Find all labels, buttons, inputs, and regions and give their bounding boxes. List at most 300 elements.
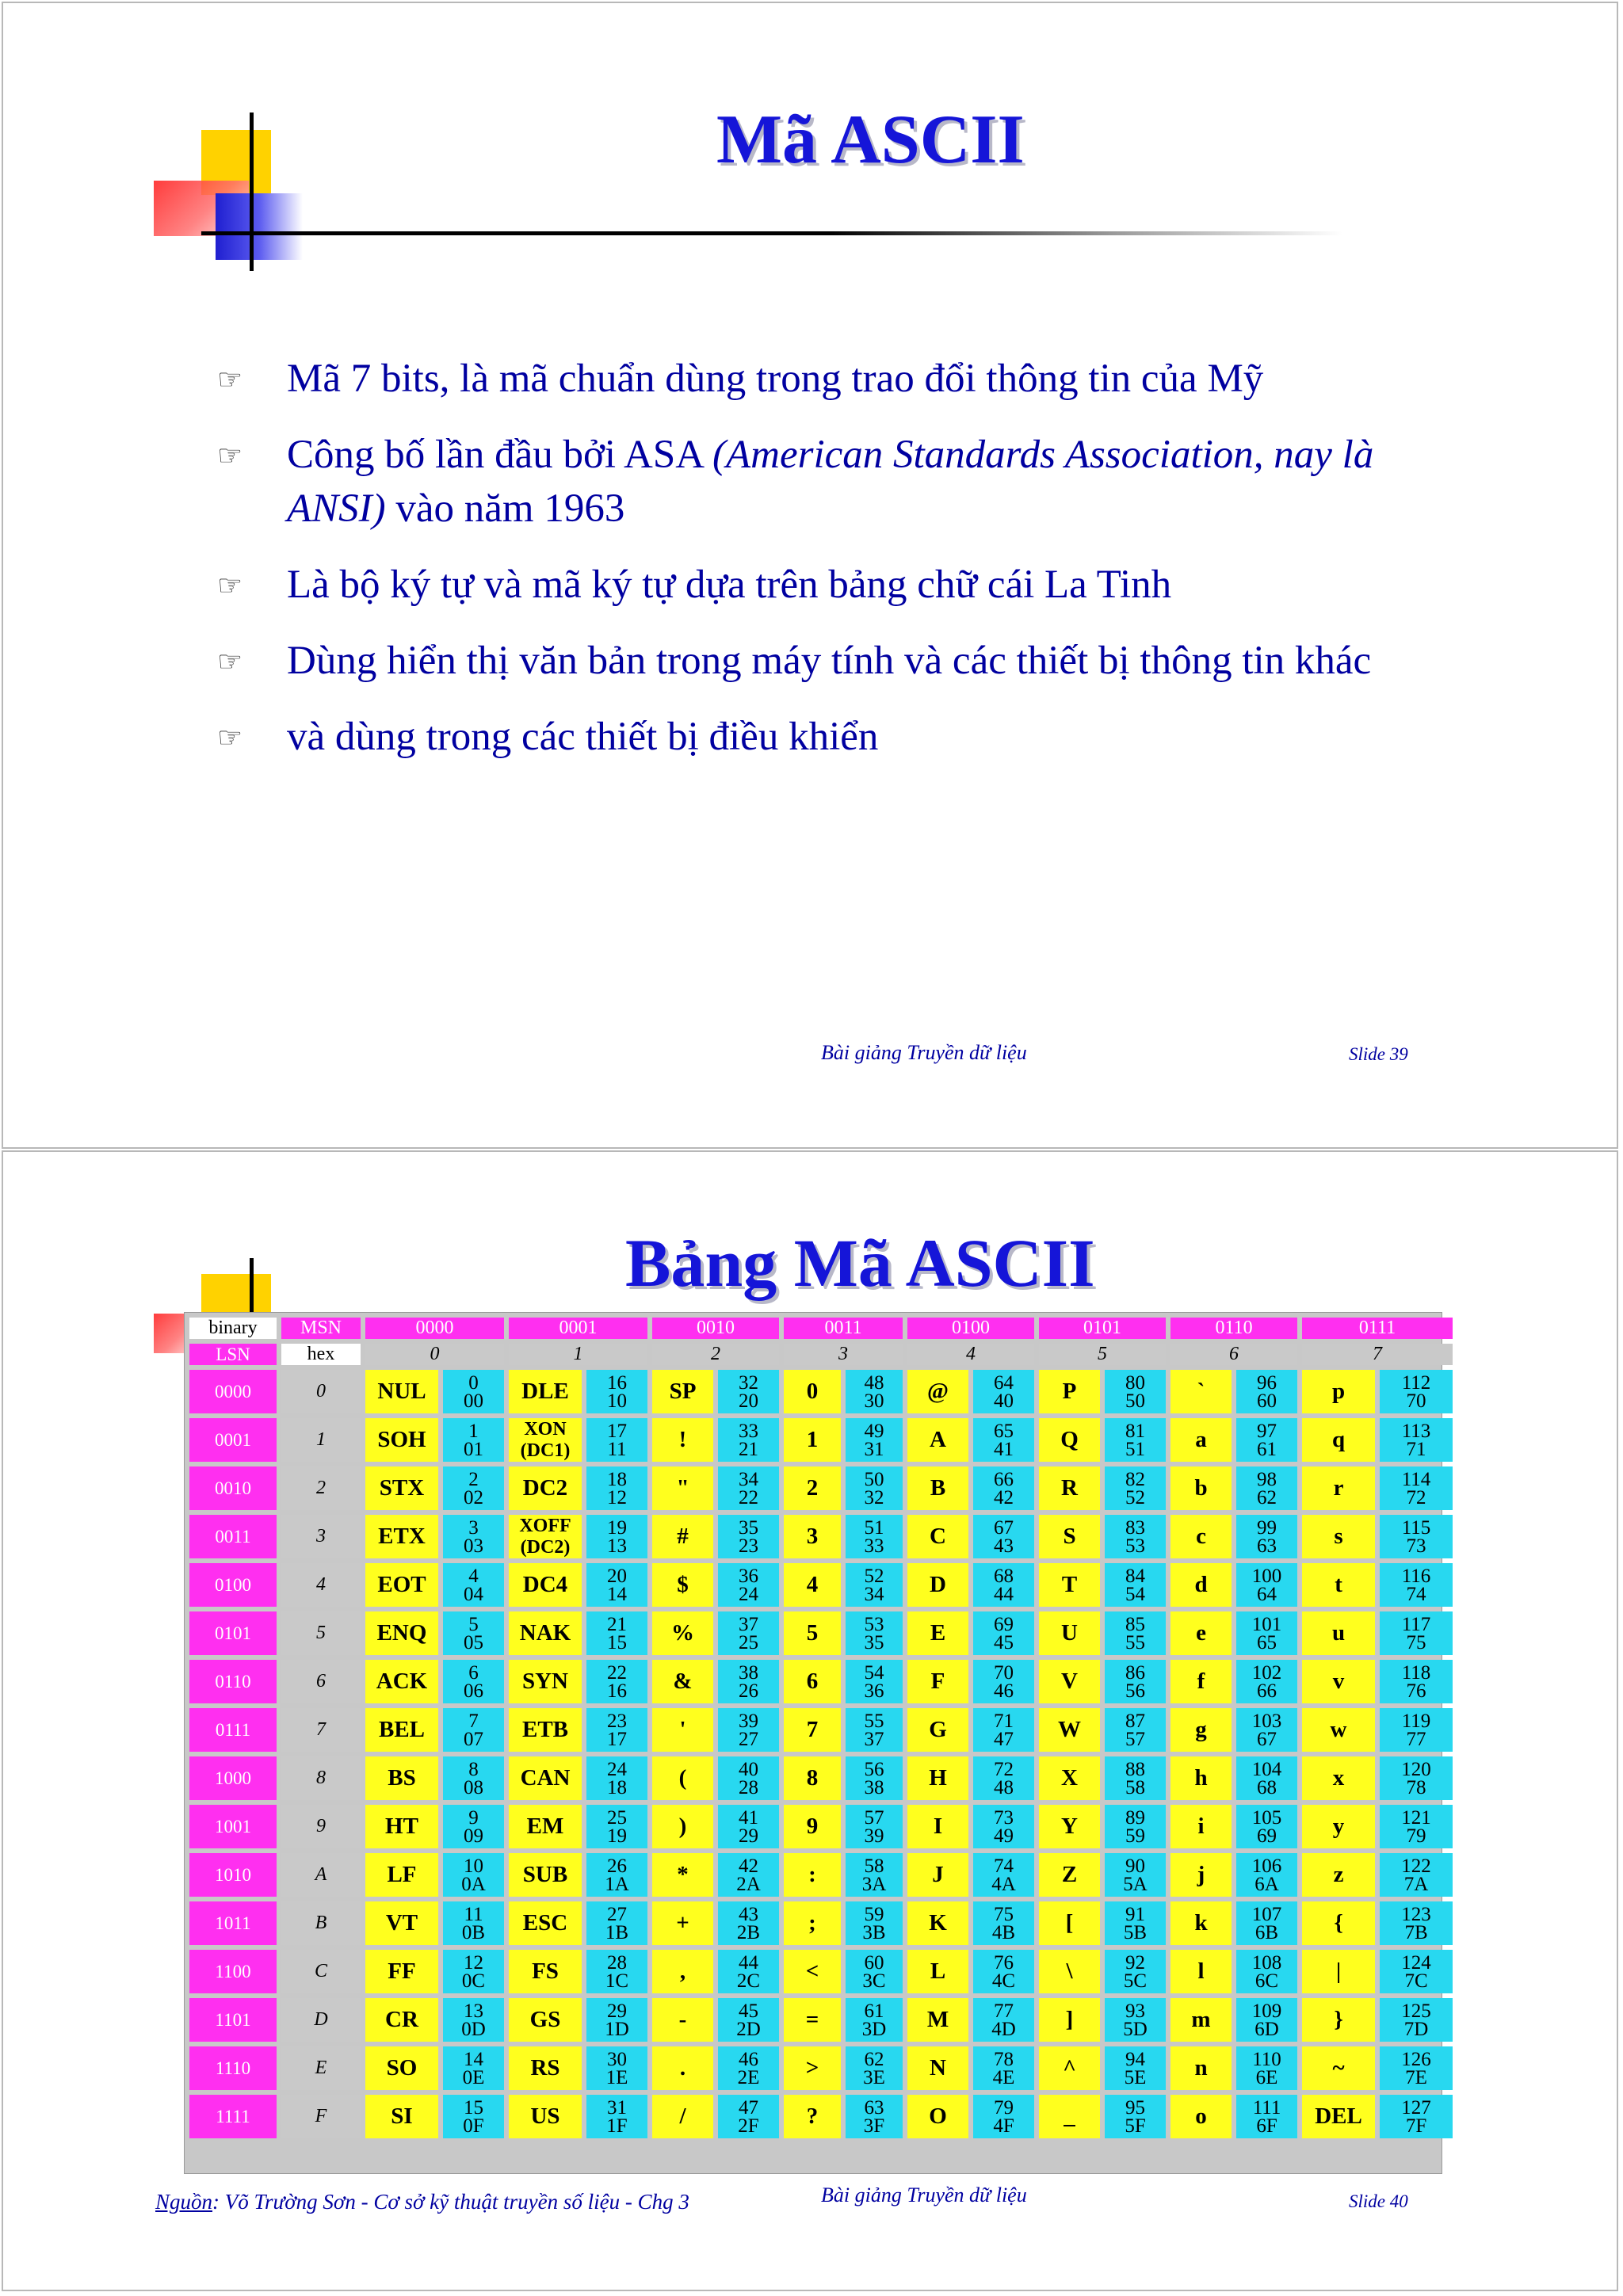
decimal-code: 118 xyxy=(1401,1661,1431,1684)
bullet-item: ☞ và dùng trong các thiết bị điều khiển xyxy=(217,710,1453,764)
char-cell: w xyxy=(1302,1708,1375,1752)
hex-code: 40 xyxy=(994,1390,1014,1412)
char-cell: C xyxy=(907,1515,968,1558)
lsn-hex-cell: C xyxy=(281,1950,361,1993)
pointing-hand-icon: ☞ xyxy=(217,570,243,602)
code-cell xyxy=(718,1950,779,1993)
code-cell xyxy=(1236,1901,1297,1945)
hex-code: 0C xyxy=(461,1970,486,1992)
footer-course: Bài giảng Truyền dữ liệu xyxy=(821,2183,1027,2206)
hex-code: 68 xyxy=(1257,1776,1277,1798)
hex-code: 6D xyxy=(1254,2018,1279,2040)
lsn-hex-cell: 3 xyxy=(281,1515,361,1558)
decimal-code: 76 xyxy=(994,1951,1014,1974)
hex-code: 10 xyxy=(607,1390,627,1412)
char-cell: r xyxy=(1302,1466,1375,1510)
hex-code: 1B xyxy=(605,1921,629,1943)
decimal-code: 110 xyxy=(1252,2048,1281,2070)
hex-code: 2D xyxy=(736,2018,761,2040)
hex-code: 67 xyxy=(1257,1728,1277,1750)
source-citation: Nguồn: Võ Trường Sơn - Cơ sở kỹ thuật truyền số liệu - Chg 3 xyxy=(155,2190,689,2214)
hex-code: 70 xyxy=(1406,1390,1426,1412)
slide-39 xyxy=(2,2,1618,1149)
hex-code: 22 xyxy=(739,1486,758,1508)
code-cell xyxy=(1380,1418,1453,1462)
msn-hex-row xyxy=(189,1344,1453,1365)
code-cell xyxy=(586,2095,647,2138)
char-cell: $ xyxy=(652,1563,713,1607)
char-cell: 3 xyxy=(784,1515,841,1558)
code-cell xyxy=(1236,1708,1297,1752)
decimal-code: 64 xyxy=(994,1371,1014,1394)
hex-code: 28 xyxy=(739,1776,758,1798)
code-cell xyxy=(718,1853,779,1897)
decimal-code: 28 xyxy=(607,1951,627,1974)
char-cell: I xyxy=(907,1805,968,1848)
msn-binary-header: 0100 xyxy=(907,1318,1034,1339)
decimal-code: 2 xyxy=(468,1468,479,1490)
code-cell xyxy=(846,1370,903,1413)
char-cell: RS xyxy=(509,2046,582,2090)
hex-code: 4F xyxy=(993,2115,1014,2137)
msn-hex-header: 4 xyxy=(907,1344,1034,1365)
char-cell: ENQ xyxy=(365,1611,438,1655)
hex-code: 4C xyxy=(991,1970,1016,1992)
code-cell xyxy=(1105,1370,1166,1413)
hex-code: 7E xyxy=(1405,2066,1427,2088)
code-cell xyxy=(973,1611,1034,1655)
decimal-code: 31 xyxy=(607,2096,627,2119)
char-cell: NUL xyxy=(365,1370,438,1413)
code-cell xyxy=(718,2046,779,2090)
char-cell: @ xyxy=(907,1370,968,1413)
char-cell: L xyxy=(907,1950,968,1993)
hex-code: 7B xyxy=(1404,1921,1428,1943)
msn-binary-header: 0010 xyxy=(652,1318,779,1339)
code-cell xyxy=(973,1950,1034,1993)
char-cell: } xyxy=(1302,1998,1375,2042)
code-cell xyxy=(846,1756,903,1800)
lsn-hex-cell: 0 xyxy=(281,1370,361,1413)
hex-code: 18 xyxy=(607,1776,627,1798)
hex-code: 6C xyxy=(1254,1970,1279,1992)
table-row xyxy=(189,1370,1453,1413)
hex-code: 2E xyxy=(737,2066,760,2088)
msn-binary-header: 0111 xyxy=(1302,1318,1453,1339)
hex-code: 5E xyxy=(1124,2066,1147,2088)
decimal-code: 7 xyxy=(468,1710,479,1732)
code-cell xyxy=(846,1998,903,2042)
char-cell: LF xyxy=(365,1853,438,1897)
footer-slide-number: Slide 39 xyxy=(1349,1044,1408,1064)
code-cell xyxy=(586,1805,647,1848)
code-cell xyxy=(973,1805,1034,1848)
char-cell: U xyxy=(1039,1611,1100,1655)
code-cell xyxy=(846,1853,903,1897)
hex-code: 2F xyxy=(738,2115,759,2137)
hex-code: 0D xyxy=(461,2018,486,2040)
char-cell: ~ xyxy=(1302,2046,1375,2090)
decimal-code: 45 xyxy=(739,2000,758,2022)
code-cell xyxy=(973,1901,1034,1945)
char-cell: v xyxy=(1302,1660,1375,1703)
decimal-code: 81 xyxy=(1125,1420,1146,1442)
decimal-code: 70 xyxy=(994,1661,1014,1684)
msn-binary-header: 0011 xyxy=(784,1318,903,1339)
hex-code: 3F xyxy=(863,2115,885,2137)
char-cell: e xyxy=(1170,1611,1232,1655)
lsn-binary-cell: 1010 xyxy=(189,1853,277,1897)
code-cell xyxy=(1380,1708,1453,1752)
hex-code: 1D xyxy=(605,2018,629,2040)
hex-code: 7D xyxy=(1403,2018,1429,2040)
decimal-code: 15 xyxy=(464,2096,483,2119)
char-cell: z xyxy=(1302,1853,1375,1897)
decimal-code: 91 xyxy=(1125,1903,1146,1925)
hex-code: 75 xyxy=(1406,1631,1426,1653)
decimal-code: 87 xyxy=(1125,1710,1146,1732)
hex-code: 4B xyxy=(991,1921,1016,1943)
code-cell xyxy=(718,1805,779,1848)
decimal-code: 121 xyxy=(1401,1806,1431,1829)
hex-code: 53 xyxy=(1125,1535,1146,1557)
char-cell: SO xyxy=(365,2046,438,2090)
hex-code: 21 xyxy=(739,1438,758,1460)
hex-code: 47 xyxy=(994,1728,1014,1750)
table-row xyxy=(189,1611,1453,1655)
code-cell xyxy=(1105,2046,1166,2090)
hex-code: 42 xyxy=(994,1486,1014,1508)
char-cell: DC2 xyxy=(509,1466,582,1510)
char-cell: ' xyxy=(652,1708,713,1752)
decimal-code: 24 xyxy=(607,1758,627,1780)
decimal-code: 19 xyxy=(607,1516,627,1539)
bullet-item: ☞ Là bộ ký tự và mã ký tự dựa trên bảng chữ cái La Tinh xyxy=(217,558,1453,612)
hex-code: 15 xyxy=(607,1631,627,1653)
code-cell xyxy=(1236,2095,1297,2138)
decimal-code: 105 xyxy=(1251,1806,1282,1829)
decimal-code: 96 xyxy=(1257,1371,1277,1394)
hex-code: 34 xyxy=(864,1583,884,1605)
code-cell xyxy=(718,2095,779,2138)
code-cell xyxy=(846,1611,903,1655)
char-cell: g xyxy=(1170,1708,1232,1752)
code-cell xyxy=(718,1998,779,2042)
hex-code: 36 xyxy=(864,1680,884,1702)
decimal-code: 66 xyxy=(994,1468,1014,1490)
char-cell: p xyxy=(1302,1370,1375,1413)
msn-hex-header: 0 xyxy=(365,1344,504,1365)
hex-code: 31 xyxy=(864,1438,884,1460)
hex-code: 32 xyxy=(864,1486,884,1508)
decimal-code: 53 xyxy=(864,1613,884,1635)
code-cell xyxy=(1236,1515,1297,1558)
lsn-binary-cell: 0010 xyxy=(189,1466,277,1510)
slide-title: Bảng Mã ASCII xyxy=(625,1225,1095,1301)
char-cell: - xyxy=(652,1998,713,2042)
lsn-binary-cell: 0110 xyxy=(189,1660,277,1703)
code-cell xyxy=(718,1466,779,1510)
char-cell: 0 xyxy=(784,1370,841,1413)
char-cell: c xyxy=(1170,1515,1232,1558)
decimal-code: 78 xyxy=(994,2048,1014,2070)
decimal-code: 82 xyxy=(1125,1468,1146,1490)
char-cell: US xyxy=(509,2095,582,2138)
hex-code: 5D xyxy=(1123,2018,1148,2040)
hex-code: 72 xyxy=(1406,1486,1426,1508)
hex-code: 33 xyxy=(864,1535,884,1557)
decimal-code: 18 xyxy=(607,1468,627,1490)
char-cell: Y xyxy=(1039,1805,1100,1848)
code-cell xyxy=(1236,1998,1297,2042)
hex-code: 61 xyxy=(1257,1438,1277,1460)
hex-code: 76 xyxy=(1406,1680,1426,1702)
code-cell xyxy=(846,1660,903,1703)
char-cell: V xyxy=(1039,1660,1100,1703)
code-cell xyxy=(1236,1466,1297,1510)
decimal-code: 50 xyxy=(864,1468,884,1490)
hex-code: 07 xyxy=(464,1728,483,1750)
char-cell: XOFF (DC2) xyxy=(509,1515,582,1558)
code-cell xyxy=(1105,1708,1166,1752)
code-cell xyxy=(846,1708,903,1752)
char-cell: : xyxy=(784,1853,841,1897)
hex-code: 29 xyxy=(739,1825,758,1847)
decimal-code: 97 xyxy=(1257,1420,1277,1442)
code-cell xyxy=(443,1708,504,1752)
char-cell: W xyxy=(1039,1708,1100,1752)
lsn-binary-cell: 1000 xyxy=(189,1756,277,1800)
code-cell xyxy=(1380,1901,1453,1945)
decimal-code: 46 xyxy=(739,2048,758,2070)
decimal-code: 9 xyxy=(468,1806,479,1829)
code-cell xyxy=(1105,1998,1166,2042)
char-cell: [ xyxy=(1039,1901,1100,1945)
hex-code: 41 xyxy=(994,1438,1014,1460)
code-cell xyxy=(973,1660,1034,1703)
lsn-binary-cell: 0011 xyxy=(189,1515,277,1558)
hex-code: 4A xyxy=(991,1873,1016,1895)
code-cell xyxy=(586,1563,647,1607)
code-cell xyxy=(586,1466,647,1510)
hex-code: 59 xyxy=(1125,1825,1146,1847)
code-cell xyxy=(1105,1563,1166,1607)
char-cell: % xyxy=(652,1611,713,1655)
char-cell: & xyxy=(652,1660,713,1703)
char-cell: 4 xyxy=(784,1563,841,1607)
hex-code: 65 xyxy=(1257,1631,1277,1653)
char-cell: 7 xyxy=(784,1708,841,1752)
code-cell xyxy=(718,1418,779,1462)
decimal-code: 84 xyxy=(1125,1565,1146,1587)
lsn-binary-cell: 0001 xyxy=(189,1418,277,1462)
code-cell xyxy=(1236,1756,1297,1800)
corner-binary-label: binary xyxy=(189,1318,277,1339)
code-cell xyxy=(1105,1611,1166,1655)
char-cell: G xyxy=(907,1708,968,1752)
decimal-code: 69 xyxy=(994,1613,1014,1635)
decimal-code: 122 xyxy=(1401,1855,1431,1877)
char-cell: 5 xyxy=(784,1611,841,1655)
hex-code: 38 xyxy=(864,1776,884,1798)
decimal-code: 20 xyxy=(607,1565,627,1587)
hex-code: 43 xyxy=(994,1535,1014,1557)
decimal-code: 25 xyxy=(607,1806,627,1829)
char-cell: m xyxy=(1170,1998,1232,2042)
msn-hex-header: 2 xyxy=(652,1344,779,1365)
code-cell xyxy=(1380,1563,1453,1607)
hex-code: 74 xyxy=(1406,1583,1426,1605)
code-cell xyxy=(973,1708,1034,1752)
code-cell xyxy=(973,1563,1034,1607)
hex-code: 27 xyxy=(739,1728,758,1750)
hex-code: 6B xyxy=(1254,1921,1279,1943)
footer-slide-number: Slide 40 xyxy=(1349,2191,1408,2211)
code-cell xyxy=(586,1660,647,1703)
hex-code: 06 xyxy=(464,1680,483,1702)
slide-title: Mã ASCII xyxy=(716,101,1025,178)
code-cell xyxy=(1236,1853,1297,1897)
code-cell xyxy=(1105,1418,1166,1462)
msn-binary-row xyxy=(189,1318,1453,1339)
char-cell: * xyxy=(652,1853,713,1897)
decimal-code: 112 xyxy=(1401,1371,1431,1394)
code-cell xyxy=(443,1998,504,2042)
char-cell: VT xyxy=(365,1901,438,1945)
code-cell xyxy=(718,1756,779,1800)
decimal-code: 22 xyxy=(607,1661,627,1684)
code-cell xyxy=(718,1515,779,1558)
pointing-hand-icon: ☞ xyxy=(217,364,243,396)
char-cell: j xyxy=(1170,1853,1232,1897)
decimal-code: 71 xyxy=(994,1710,1014,1732)
char-cell: ? xyxy=(784,2095,841,2138)
hex-code: 09 xyxy=(464,1825,483,1847)
char-cell: ETX xyxy=(365,1515,438,1558)
code-cell xyxy=(443,1660,504,1703)
char-cell: b xyxy=(1170,1466,1232,1510)
corner-lsn-label: LSN xyxy=(189,1344,277,1365)
code-cell xyxy=(1380,1998,1453,2042)
code-cell xyxy=(1105,1950,1166,1993)
decimal-code: 61 xyxy=(864,2000,884,2022)
char-cell: NAK xyxy=(509,1611,582,1655)
lsn-hex-cell: B xyxy=(281,1901,361,1945)
code-cell xyxy=(846,1515,903,1558)
char-cell: T xyxy=(1039,1563,1100,1607)
char-cell: B xyxy=(907,1466,968,1510)
decimal-code: 115 xyxy=(1401,1516,1431,1539)
char-cell: ! xyxy=(652,1418,713,1462)
char-cell: 9 xyxy=(784,1805,841,1848)
hex-code: 7C xyxy=(1404,1970,1428,1992)
code-cell xyxy=(586,1418,647,1462)
hex-code: 5A xyxy=(1123,1873,1148,1895)
char-cell: { xyxy=(1302,1901,1375,1945)
footer-course: Bài giảng Truyền dữ liệu xyxy=(821,1041,1027,1064)
hex-code: 51 xyxy=(1125,1438,1146,1460)
hex-code: 0B xyxy=(461,1921,486,1943)
code-cell xyxy=(718,1611,779,1655)
decimal-code: 119 xyxy=(1401,1710,1431,1732)
bullet-list xyxy=(217,352,1453,786)
code-cell xyxy=(718,1708,779,1752)
hex-code: 12 xyxy=(607,1486,627,1508)
hex-code: 3C xyxy=(862,1970,886,1992)
char-cell: | xyxy=(1302,1950,1375,1993)
decimal-code: 107 xyxy=(1251,1903,1282,1925)
code-cell xyxy=(1236,1370,1297,1413)
char-cell: SP xyxy=(652,1370,713,1413)
decimal-code: 3 xyxy=(468,1516,479,1539)
decimal-code: 17 xyxy=(607,1420,627,1442)
code-cell xyxy=(586,1611,647,1655)
table-row xyxy=(189,2046,1453,2090)
code-cell xyxy=(846,1805,903,1848)
hex-code: 23 xyxy=(739,1535,758,1557)
code-cell xyxy=(1236,1418,1297,1462)
table-row xyxy=(189,1998,1453,2042)
hex-code: 25 xyxy=(739,1631,758,1653)
hex-code: 17 xyxy=(607,1728,627,1750)
code-cell xyxy=(1380,1515,1453,1558)
code-cell xyxy=(846,1418,903,1462)
char-cell: , xyxy=(652,1950,713,1993)
char-cell: 6 xyxy=(784,1660,841,1703)
decimal-code: 93 xyxy=(1125,2000,1146,2022)
char-cell: q xyxy=(1302,1418,1375,1462)
hex-code: 3A xyxy=(861,1873,887,1895)
char-cell: i xyxy=(1170,1805,1232,1848)
msn-hex-header: 3 xyxy=(784,1344,903,1365)
code-cell xyxy=(718,1370,779,1413)
code-cell xyxy=(973,1370,1034,1413)
ascii-grid xyxy=(185,1313,1457,2143)
decimal-code: 29 xyxy=(607,2000,627,2022)
table-row xyxy=(189,1515,1453,1558)
hex-code: 02 xyxy=(464,1486,483,1508)
lsn-hex-cell: 2 xyxy=(281,1466,361,1510)
hex-code: 5C xyxy=(1123,1970,1148,1992)
hex-code: 62 xyxy=(1257,1486,1277,1508)
decimal-code: 40 xyxy=(739,1758,758,1780)
char-cell: Z xyxy=(1039,1853,1100,1897)
char-cell: HT xyxy=(365,1805,438,1848)
lsn-binary-cell: 0101 xyxy=(189,1611,277,1655)
lsn-binary-cell: 1101 xyxy=(189,1998,277,2042)
decimal-code: 65 xyxy=(994,1420,1014,1442)
char-cell: Q xyxy=(1039,1418,1100,1462)
lsn-hex-cell: F xyxy=(281,2095,361,2138)
msn-binary-header: 0001 xyxy=(509,1318,647,1339)
decimal-code: 68 xyxy=(994,1565,1014,1587)
hex-code: 54 xyxy=(1125,1583,1146,1605)
code-cell xyxy=(973,1756,1034,1800)
decimal-code: 106 xyxy=(1251,1855,1282,1877)
code-cell xyxy=(443,1563,504,1607)
hex-code: 58 xyxy=(1125,1776,1146,1798)
table-row xyxy=(189,1901,1453,1945)
code-cell xyxy=(1236,1611,1297,1655)
char-cell: STX xyxy=(365,1466,438,1510)
decimal-code: 62 xyxy=(864,2048,884,2070)
decimal-code: 38 xyxy=(739,1661,758,1684)
decimal-code: 89 xyxy=(1125,1806,1146,1829)
table-row xyxy=(189,1466,1453,1510)
char-cell: x xyxy=(1302,1756,1375,1800)
decimal-code: 108 xyxy=(1251,1951,1282,1974)
decimal-code: 102 xyxy=(1251,1661,1282,1684)
